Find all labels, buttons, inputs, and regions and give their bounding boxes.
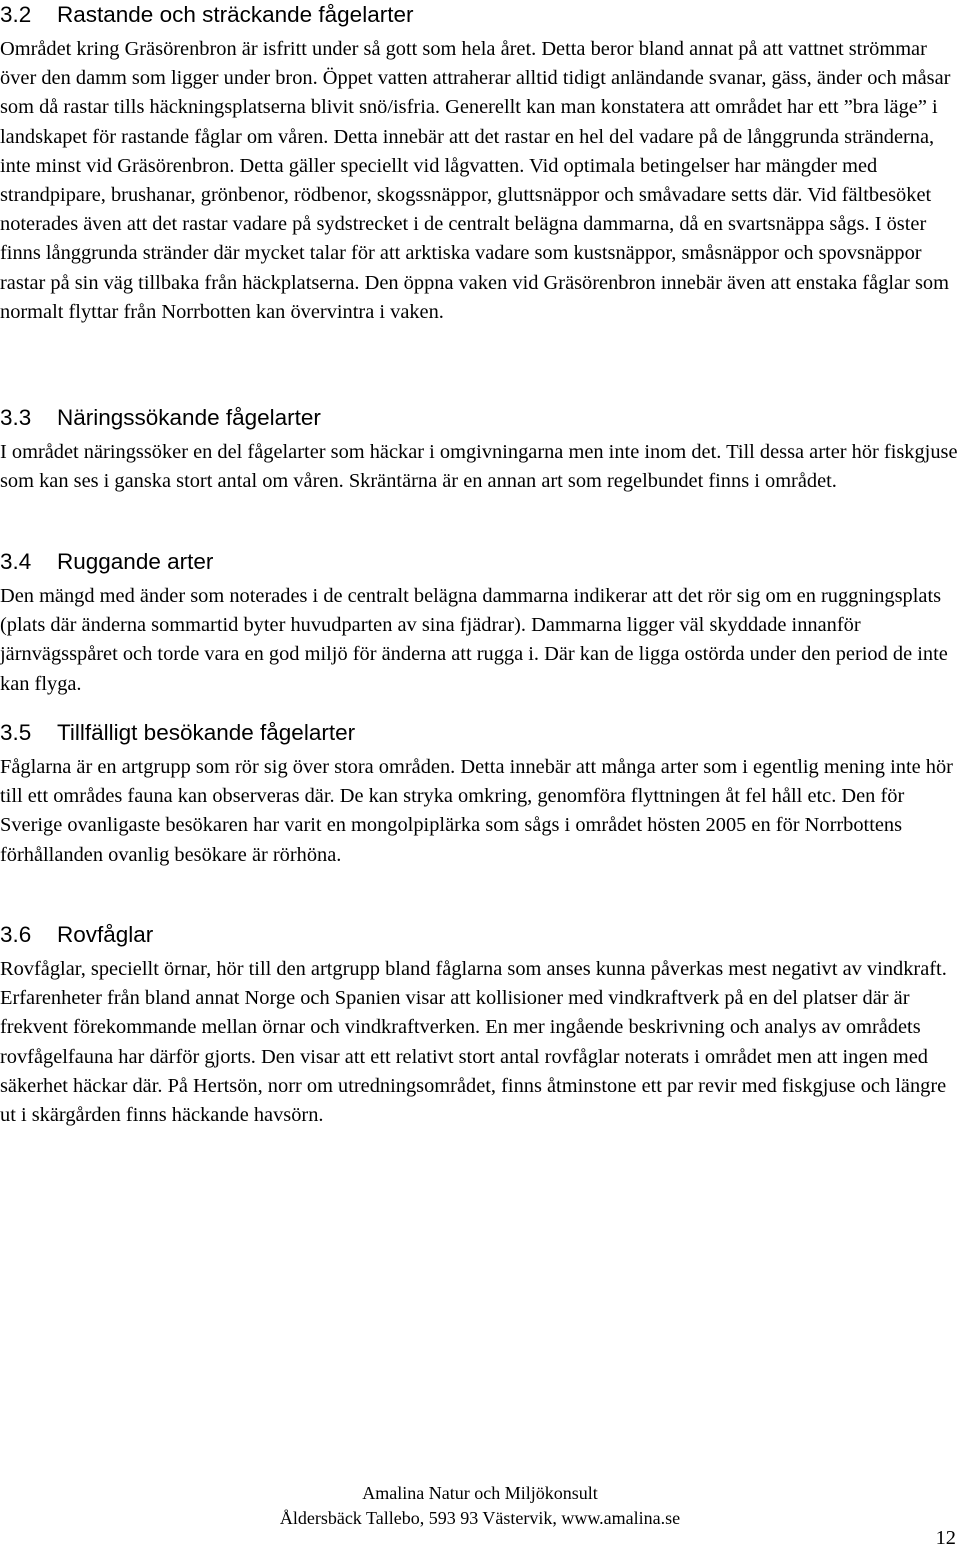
section-body: Den mängd med änder som noterades i de centralt belägna dammarna indikerar att det rör sig om en ruggningsplats (plats där änderna sommartid byter huvudparten av sina fjädrar). Dammarna ligger väl skyddade innanför järnvägsspåret och torde vara en god miljö för änderna att rugga i. Där kan de ligga ostörda under den period de inte kan flyga.	[0, 585, 948, 695]
section-heading	[0, 718, 960, 748]
section-body: Området kring Gräsörenbron är isfritt under så gott som hela året. Detta beror bland annat på att vattnet strömmar över den damm som ligger under bron. Öppet vatten attraherar alltid tidigt anländande svanar, gäss, änder och måsar som då rastar tills häckningsplatserna blivit snö/isfria. Generellt kan man konstatera att området har ett ”bra läge” i landskapet för rastande fåglar om våren. Detta innebär att det rastar en hel del vadare på de långgrunda stränderna, inte minst vid Gräsörenbron. Detta gäller speciellt vid lågvatten. Vid optimala betingelser har mängder med strandpipare, brushanar, grönbenor, rödbenor, skogssnäppor, gluttsnäppor och småvadare setts där. Vid fältbesöket noterades även att det rastar vadare på sydstrecket i de centralt belägna dammarna, då en svartsnäppa sågs. I öster finns långgrunda stränder där mycket talar för att arktiska vadare som kustsnäppor, småsnäppor och spovsnäppor rastar på sin väg tillbaka från häckplatserna. Den öppna vaken vid Gräsörenbron innebär även att enstaka fåglar som normalt flyttar från Norrbotten kan övervintra i vaken.	[0, 38, 951, 323]
section-heading	[0, 403, 960, 433]
footer-company: Amalina Natur och Miljökonsult	[362, 1483, 598, 1503]
section-number: 3.2	[0, 2, 32, 27]
page-number: 12	[935, 1527, 956, 1549]
section-body: Fåglarna är en artgrupp som rör sig över stora områden. Detta innebär att många arter som i egentlig mening inte hör till ett områdes fauna kan observeras där. De kan stryka omkring, genomföra flyttningen åt fel håll etc. Den för Sverige ovanligaste besökaren har varit en mongolpiplärka som sågs i området hösten 2005 en för Norrbottens förhållanden ovanlig besökare är rörhöna.	[0, 756, 953, 866]
section-title: Näringssökande fågelarter	[57, 405, 321, 430]
section-body: I området näringssöker en del fågelarter som häckar i omgivningarna men inte inom det. Till dessa arter hör fiskgjuse som kan ses i ganska stort antal om våren. Skräntärna är en annan art som regelbundet finns i området.	[0, 441, 958, 493]
footer-address: Åldersbäck Tallebo, 593 93 Västervik, www.amalina.se	[279, 1508, 681, 1528]
section-number: 3.3	[0, 405, 32, 430]
section-3-3	[0, 403, 960, 496]
section-number: 3.5	[0, 720, 32, 745]
section-number: 3.4	[0, 549, 32, 574]
section-title: Tillfälligt besökande fågelarter	[57, 720, 356, 745]
section-body: Rovfåglar, speciellt örnar, hör till den artgrupp bland fåglarna som anses kunna påverkas mest negativt av vindkraft. Erfarenheter från bland annat Norge och Spanien visar att kollisioner med vindkraftverk på en del platser där är frekvent förekommande mellan örnar och vindkraftverken. En mer ingående beskrivning och analys av områdets rovfågelfauna har därför gjorts. Den visar att ett relativt stort antal rovfåglar noterats i området men att ingen med säkerhet häckar där. På Hertsön, norr om utredningsområdet, finns åtminstone ett par revir med fiskgjuse och längre ut i skärgården finns häckande havsörn.	[0, 958, 947, 1127]
section-title: Ruggande arter	[57, 549, 214, 574]
section-heading	[0, 0, 960, 30]
section-heading	[0, 547, 960, 577]
section-3-6	[0, 920, 960, 1130]
section-number: 3.6	[0, 922, 32, 947]
section-title: Rastande och sträckande fågelarter	[57, 2, 414, 27]
section-3-2	[0, 0, 960, 327]
section-3-4	[0, 547, 960, 699]
section-heading	[0, 920, 960, 950]
section-title: Rovfåglar	[57, 922, 154, 947]
section-3-5	[0, 718, 960, 870]
